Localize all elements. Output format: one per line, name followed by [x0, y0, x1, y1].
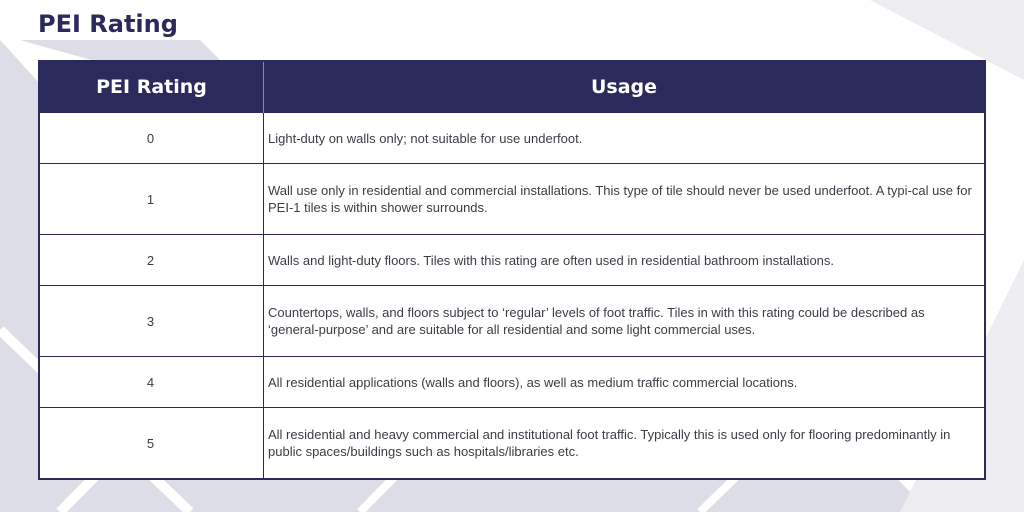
- page-title: PEI Rating: [38, 10, 178, 38]
- pei-rating-value: 2: [39, 235, 264, 286]
- pei-rating-value: 4: [39, 357, 264, 408]
- table-row: [39, 357, 985, 408]
- table-row: [39, 408, 985, 480]
- pei-rating-value: 3: [39, 286, 264, 357]
- usage-description: Light-duty on walls only; not suitable for use underfoot.: [264, 113, 986, 164]
- column-header-usage: Usage: [264, 61, 986, 113]
- table-row: [39, 286, 985, 357]
- column-header-pei-rating: PEI Rating: [39, 61, 264, 113]
- pei-rating-value: 0: [39, 113, 264, 164]
- table-header-row: [39, 61, 985, 113]
- pei-rating-value: 5: [39, 408, 264, 480]
- usage-description: Countertops, walls, and floors subject to ‘regular’ levels of foot traffic. Tiles in with this rating could be described as ‘general-purpose’ and are suitable for all residential and some light commercial uses.: [264, 286, 986, 357]
- usage-description: Wall use only in residential and commercial installations. This type of tile should never be used underfoot. A typi-cal use for PEI-1 tiles is within shower surrounds.: [264, 164, 986, 235]
- table-row: [39, 164, 985, 235]
- usage-description: Walls and light-duty floors. Tiles with this rating are often used in residential bathroom installations.: [264, 235, 986, 286]
- pei-rating-table: [38, 60, 986, 480]
- table-row: [39, 235, 985, 286]
- pei-rating-value: 1: [39, 164, 264, 235]
- usage-description: All residential applications (walls and floors), as well as medium traffic commercial locations.: [264, 357, 986, 408]
- usage-description: All residential and heavy commercial and institutional foot traffic. Typically this is used only for flooring predominantly in public spaces/buildings such as hospitals/libraries etc.: [264, 408, 986, 480]
- table-row: [39, 113, 985, 164]
